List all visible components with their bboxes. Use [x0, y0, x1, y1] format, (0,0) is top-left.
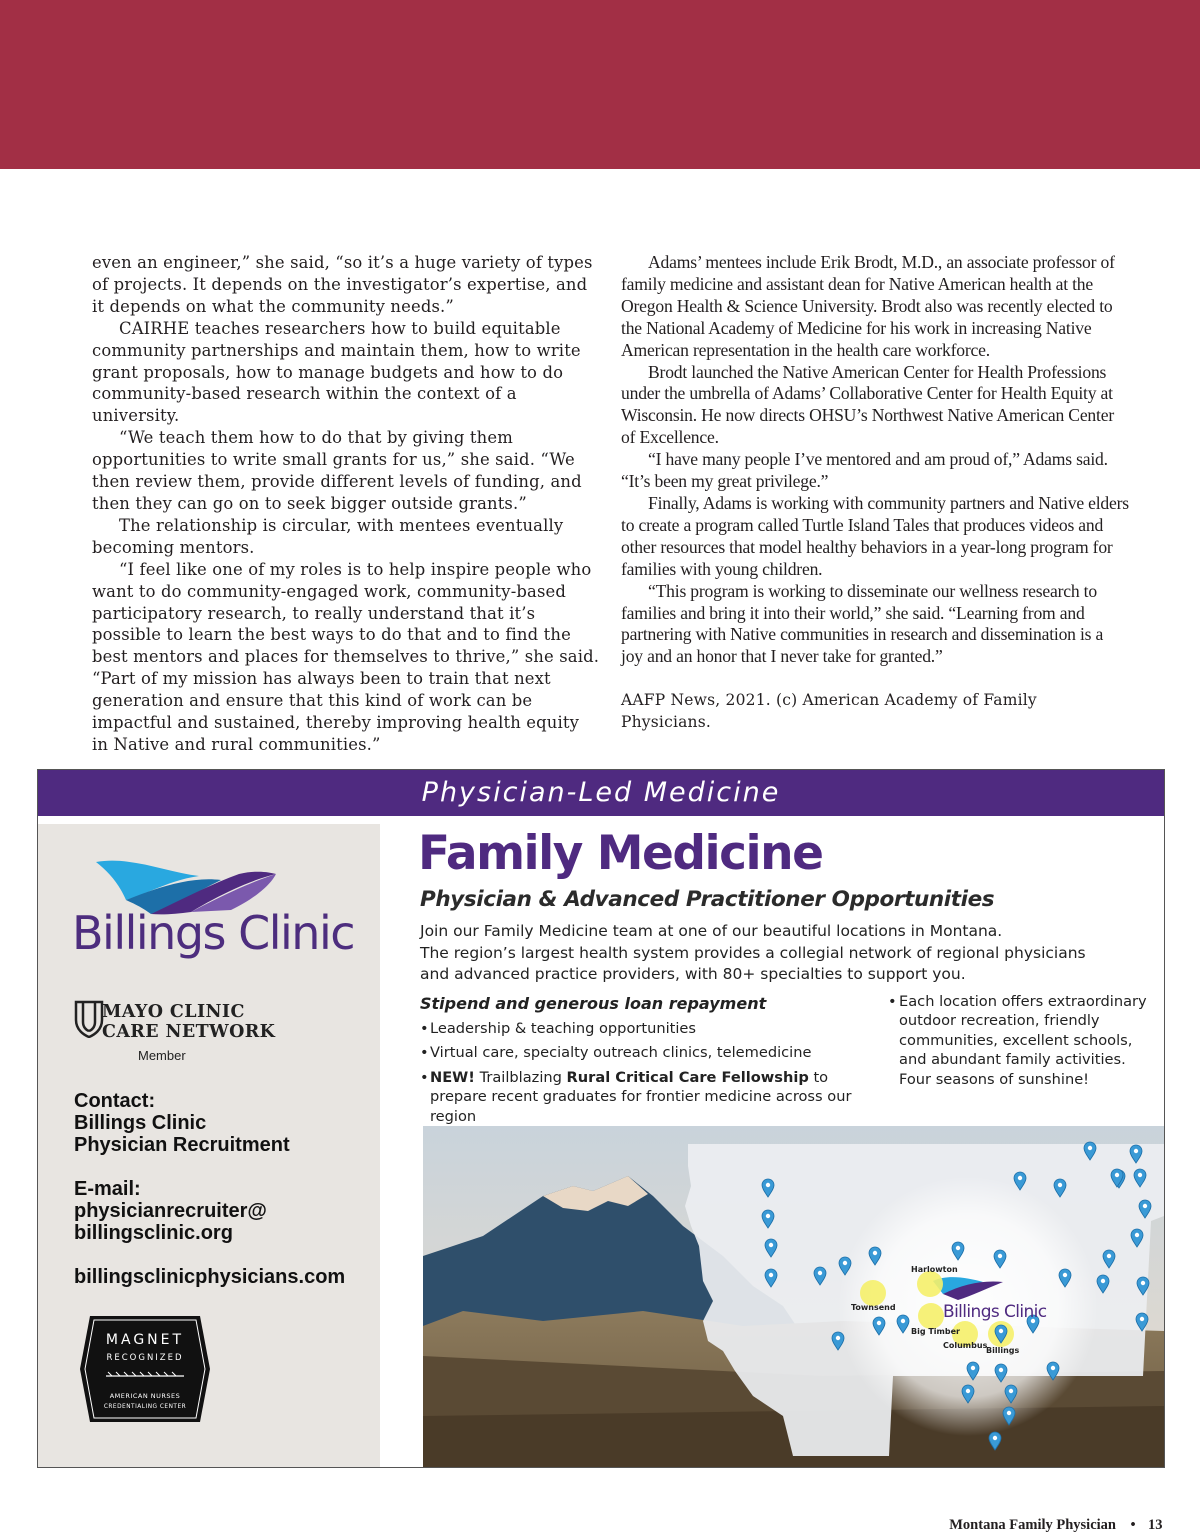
paragraph: “I feel like one of my roles is to help inspire people who want to do community-engaged work, community-based participatory research, to really understand that it’s possible to learn the best ways to do that and to find the best mentors and places for themselves to thrive,” she said. “Part of my mission has always been to train that next generation and ensure that this kind of work can be impactful and sustained, thereby improving health equity in Native and rural communities.”: [92, 559, 600, 754]
article-column-left: [92, 252, 600, 756]
contact-line: Physician Recruitment: [74, 1134, 290, 1156]
email-block: [74, 1178, 267, 1244]
map-label-columbus: Columbus: [943, 1341, 988, 1350]
contact-block: [74, 1090, 290, 1156]
footer-separator: •: [1130, 1517, 1136, 1533]
map-pin-dot: [999, 1329, 1003, 1333]
map-pin-dot: [999, 1368, 1003, 1372]
map-pin-dot: [818, 1271, 822, 1275]
ad-intro: [420, 921, 1120, 986]
paragraph: “We teach them how to do that by giving them opportunities to write small grants for us,” she said. “We then review them, provide different levels of funding, and then they can go on to seek bigger outside grants.”: [92, 428, 582, 513]
map-pin-dot: [1063, 1273, 1067, 1277]
list-text: Trailblazing: [479, 1068, 562, 1086]
montana-locations-map: [423, 1126, 1164, 1467]
email-line[interactable]: physicianrecruiter@: [74, 1200, 267, 1222]
map-pin-dot: [1143, 1204, 1147, 1208]
map-pin-dot: [1018, 1176, 1022, 1180]
page-footer: [0, 1512, 1200, 1536]
intro-line: Join our Family Medicine team at one of our beautiful locations in Montana.: [420, 922, 1003, 940]
map-pin-dot: [1058, 1183, 1062, 1187]
map-pin-dot: [1088, 1146, 1092, 1150]
american-nurses-text: AMERICAN NURSES: [109, 1392, 181, 1400]
care-network-text: CARE NETWORK: [102, 1022, 276, 1042]
map-pin-dot: [966, 1389, 970, 1393]
map-pin-dot: [1007, 1411, 1011, 1415]
map-pin-dot: [998, 1254, 1002, 1258]
paragraph: Finally, Adams is working with community partners and Native elders to create a program called Turtle Island Tales that produces videos and other resources that model healthy behaviors in a year-long program for families with young children.: [621, 492, 1129, 579]
map-pin-dot: [1101, 1279, 1105, 1283]
map-pin-dot: [1135, 1233, 1139, 1237]
magnet-recognized-badge-icon: [78, 1314, 212, 1424]
intro-line: and advanced practice providers, with 80+ specialties to support you.: [420, 965, 966, 983]
map-label-big-timber: Big Timber: [911, 1327, 960, 1336]
ad-benefits-list: [420, 994, 880, 1131]
stipend-heading: Stipend and generous loan repayment: [420, 994, 767, 1013]
paragraph: The relationship is circular, with mentees eventually becoming mentors.: [92, 515, 564, 557]
article-credit: AAFP News, 2021. (c) American Academy of Family Physicians.: [621, 691, 1037, 732]
ad-main-content: [418, 816, 1164, 1467]
ad-sidebar: [38, 824, 380, 1467]
map-pin-dot: [901, 1319, 905, 1323]
paragraph: Brodt launched the Native American Center for Health Professions under the umbrella of Adams’ Collaborative Center for Health Equity at Wisconsin. He now directs OHSU’s Northwest Native American Center of Excellence.: [621, 361, 1114, 448]
map-pin-dot: [1141, 1281, 1145, 1285]
list-item: • Leadership & teaching opportunities: [420, 1019, 880, 1039]
list-item: • Each location offers extraordinary outdoor recreation, friendly communities, excellent schools, and abundant family activities. Four seasons of sunshine!: [888, 992, 1158, 1089]
map-pin-dot: [873, 1251, 877, 1255]
map-label-townsend: Townsend: [851, 1303, 896, 1312]
map-pin-dot: [956, 1246, 960, 1250]
intro-line: The region’s largest health system provides a collegial network of regional physicians: [420, 943, 1086, 962]
footer-publication: Montana Family Physician: [949, 1517, 1116, 1533]
recognized-text: RECOGNIZED: [106, 1353, 184, 1363]
map-pin-dot: [1138, 1173, 1142, 1177]
website-link[interactable]: billingsclinicphysicians.com: [74, 1266, 346, 1288]
map-pin-dot: [836, 1336, 840, 1340]
credentialing-center-text: CREDENTIALING CENTER: [103, 1404, 187, 1410]
new-label: NEW!: [430, 1068, 475, 1086]
contact-line: Billings Clinic: [74, 1112, 207, 1134]
map-pin-dot: [769, 1273, 773, 1277]
paragraph: even an engineer,” she said, “so it’s a huge variety of types of projects. It depends on the investigator’s expertise, and it depends on what the community needs.”: [92, 253, 593, 316]
map-pin-dot: [1115, 1173, 1119, 1177]
billings-clinic-advertisement: [37, 769, 1165, 1468]
billings-clinic-wordmark: Billings Clinic: [72, 906, 355, 960]
map-pin-dot: [1107, 1254, 1111, 1258]
map-pin-dot: [766, 1214, 770, 1218]
map-pin-dot: [769, 1243, 773, 1247]
map-label-billings: Billings: [986, 1346, 1020, 1355]
map-brand-label: Billings Clinic: [943, 1302, 1047, 1322]
ad-location-benefits: [888, 992, 1158, 1089]
fellowship-name: Rural Critical Care Fellowship: [566, 1068, 809, 1086]
mayo-clinic-text: MAYO CLINIC: [102, 1002, 245, 1022]
list-item: [420, 1068, 880, 1127]
paragraph: “This program is working to disseminate our wellness research to families and bring it into their world,” she said. “Learning from and partnering with Native communities in research and dissemination is a joy and an honor that I never take for granted.”: [621, 580, 1104, 667]
list-item: • Virtual care, specialty outreach clinics, telemedicine: [420, 1043, 880, 1063]
email-label: E-mail:: [74, 1178, 141, 1200]
article-column-right: [621, 252, 1129, 734]
email-line[interactable]: billingsclinic.org: [74, 1222, 233, 1244]
map-pin-dot: [1009, 1389, 1013, 1393]
magnet-text: MAGNET: [105, 1332, 185, 1348]
paragraph: Adams’ mentees include Erik Brodt, M.D., an associate professor of family medicine and assistant dean for Native American health at the Oregon Health & Science University. Brodt also was recently elected to the National Academy of Medicine for his work in increasing Native American representation in the health care workforce.: [621, 252, 1115, 360]
map-pin-dot: [1140, 1317, 1144, 1321]
map-label-harlowton: Harlowton: [911, 1265, 958, 1274]
map-pin-dot: [843, 1261, 847, 1265]
paragraph: CAIRHE teaches researchers how to build equitable community partnerships and maintain them, how to write grant proposals, how to manage budgets and how to do community-based research within the context of a university.: [92, 318, 581, 426]
header-color-band: [0, 0, 1200, 169]
mayo-member-text: Member: [138, 1048, 186, 1063]
map-pin-dot: [877, 1321, 881, 1325]
map-pin-dot: [993, 1436, 997, 1440]
map-pin-dot: [971, 1366, 975, 1370]
page-number: 13: [1148, 1517, 1163, 1533]
ad-subtitle: Physician & Advanced Practitioner Opportunities: [420, 887, 995, 912]
mayo-clinic-shield-icon: [74, 1000, 104, 1038]
paragraph: “I have many people I’ve mentored and am proud of,” Adams said. “It’s been my great privilege.”: [621, 449, 1108, 492]
map-pin-dot: [1051, 1366, 1055, 1370]
contact-label: Contact:: [74, 1090, 156, 1112]
list-text: to prepare recent graduates for frontier medicine across our region: [430, 1068, 852, 1125]
ad-banner: Physician-Led Medicine: [38, 770, 1164, 816]
ad-title: Family Medicine: [418, 826, 823, 881]
map-pin-dot: [766, 1183, 770, 1187]
map-pin-dot: [1134, 1149, 1138, 1153]
